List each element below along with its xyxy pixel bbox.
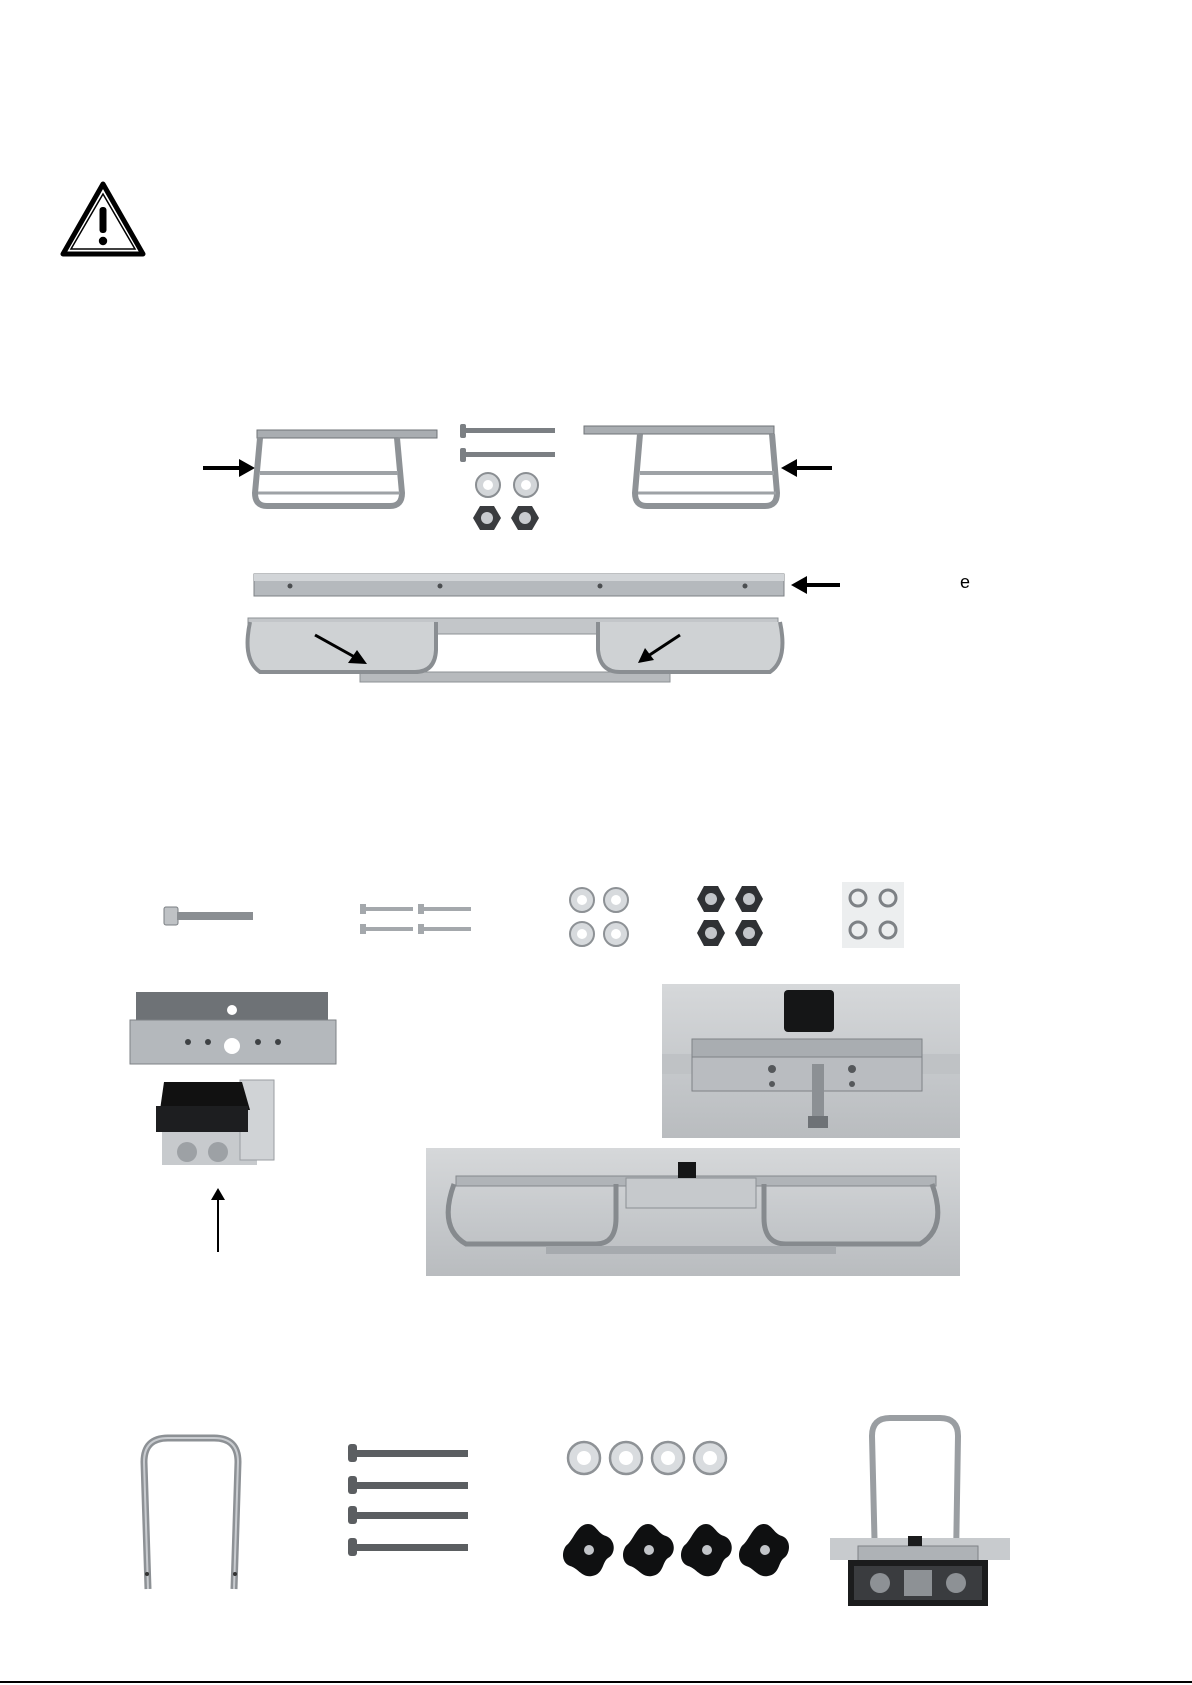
bottom-rule: [0, 1681, 1192, 1683]
short-bolts: [358, 900, 473, 940]
washers: [566, 884, 632, 950]
washers: [474, 470, 544, 500]
left-step-frame: [195, 418, 450, 518]
assembly-photo: [426, 1148, 960, 1276]
spring-washers: [842, 882, 904, 948]
frame-parts-section: [0, 0, 1192, 720]
nuts: [472, 502, 544, 534]
stray-mark: e: [960, 572, 971, 592]
bracket-detail-photo: [662, 984, 960, 1138]
plate-holder-assembly: [830, 1410, 1010, 1615]
up-arrow: [208, 1188, 228, 1253]
lock-block: [142, 1070, 282, 1180]
u-handle: [136, 1424, 246, 1594]
hardware-parts-section: [0, 860, 1192, 1290]
mounting-bracket: [128, 990, 338, 1070]
right-step-frame: [580, 418, 840, 518]
lock-nuts: [695, 882, 767, 952]
star-knobs: [560, 1520, 790, 1580]
assembled-step: [240, 610, 790, 695]
handle-parts-section: [0, 1410, 1192, 1640]
cross-bar: [250, 570, 850, 606]
long-bolts: [458, 418, 558, 468]
washers: [564, 1438, 730, 1478]
hex-bolt: [162, 902, 257, 932]
long-bolts: [346, 1442, 472, 1572]
